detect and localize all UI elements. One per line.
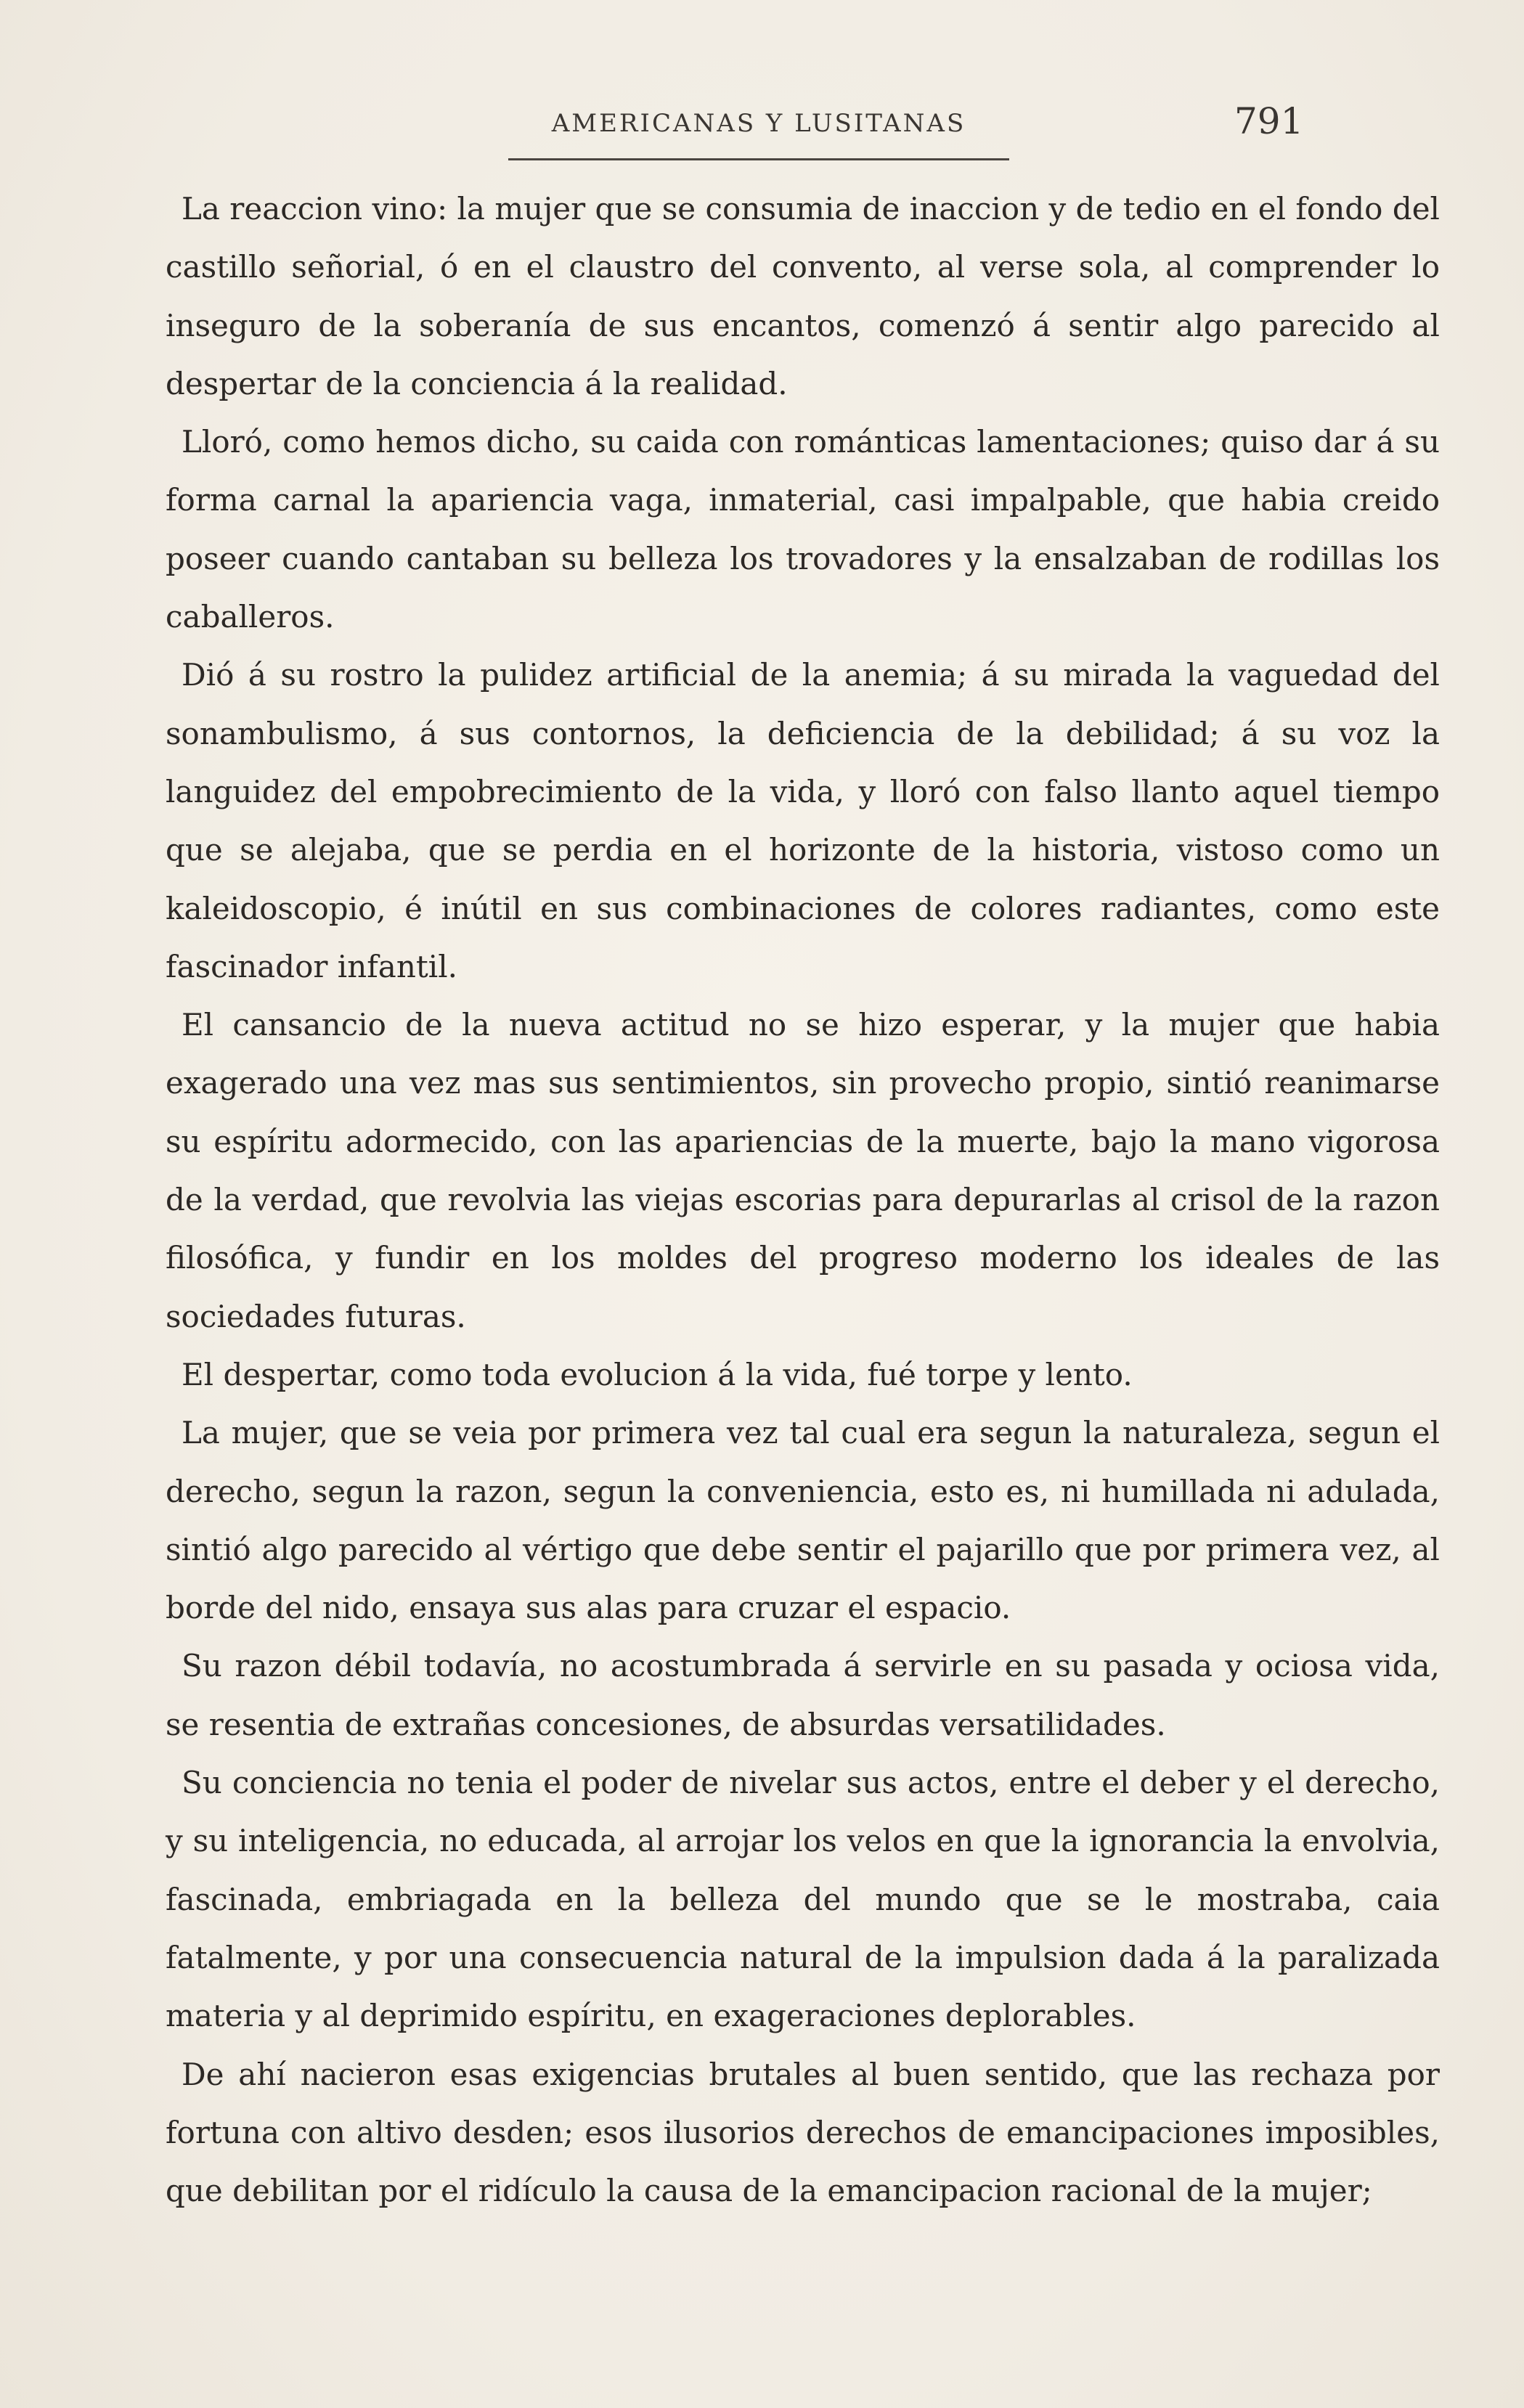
paragraph: De ahí nacieron esas exigencias brutales al buen sentido, que las rechaza por fortuna con altivo desden; esos ilusorios derechos de emancipaciones imposibles, que debilitan por el ridículo la causa de la emancipacion racional de la mujer;	[166, 2056, 1440, 2209]
paragraph: Lloró, como hemos dicho, su caida con románticas lamentaciones; quiso dar á su forma carnal la apariencia vaga, inmaterial, casi impalpable, que habia creido poseer cuando cantaban su belleza los trovadores y la ensalzaban de rodillas los caballeros.	[166, 424, 1440, 635]
page-number: 791	[1234, 100, 1304, 142]
paragraph: La mujer, que se veia por primera vez tal cual era segun la naturaleza, segun el derecho, segun la razon, segun la conveniencia, esto es, ni humillada ni adulada, sintió algo parecido al vértigo que debe sentir el pajarillo que por primera vez, al borde del nido, ensaya sus alas para cruzar el espacio.	[166, 1415, 1440, 1626]
header-rule	[508, 158, 1009, 160]
running-head-title: AMERICANAS Y LUSITANAS	[551, 109, 966, 138]
paragraph: Su razon débil todavía, no acostumbrada á servirle en su pasada y ociosa vida, se resentia de extrañas concesiones, de absurdas versatilidades.	[166, 1648, 1440, 1742]
body-text	[166, 180, 1440, 2220]
paragraph: Su conciencia no tenia el poder de nivelar sus actos, entre el deber y el derecho, y su inteligencia, no educada, al arrojar los velos en que la ignorancia la envolvia, fascinada, embriagada en la belleza del mundo que se le mostraba, caia fatalmente, y por una consecuencia natural de la impulsion dada á la paralizada materia y al deprimido espíritu, en exageraciones deplorables.	[166, 1765, 1440, 2034]
paragraph: Dió á su rostro la pulidez artificial de la anemia; á su mirada la vaguedad del sonambulismo, á sus contornos, la deficiencia de la debilidad; á su voz la languidez del empobrecimiento de la vida, y lloró con falso llanto aquel tiempo que se alejaba, que se perdia en el horizonte de la historia, vistoso como un kaleidoscopio, é inútil en sus combinaciones de colores radiantes, como este fascinador infantil.	[166, 657, 1440, 984]
paragraph: El cansancio de la nueva actitud no se hizo esperar, y la mujer que habia exagerado una vez mas sus sentimientos, sin provecho propio, sintió reanimarse su espíritu adormecido, con las apariencias de la muerte, bajo la mano vigorosa de la verdad, que revolvia las viejas escorias para depurarlas al crisol de la razon filosófica, y fundir en los moldes del progreso moderno los ideales de las sociedades futuras.	[166, 1007, 1440, 1334]
paragraph: El despertar, como toda evolucion á la vida, fué torpe y lento.	[182, 1356, 1133, 1392]
paragraph: La reaccion vino: la mujer que se consumia de inaccion y de tedio en el fondo del castillo señorial, ó en el claustro del convento, al verse sola, al comprender lo inseguro de la soberanía de sus encantos, comenzó á sentir algo parecido al despertar de la conciencia á la realidad.	[166, 191, 1440, 401]
